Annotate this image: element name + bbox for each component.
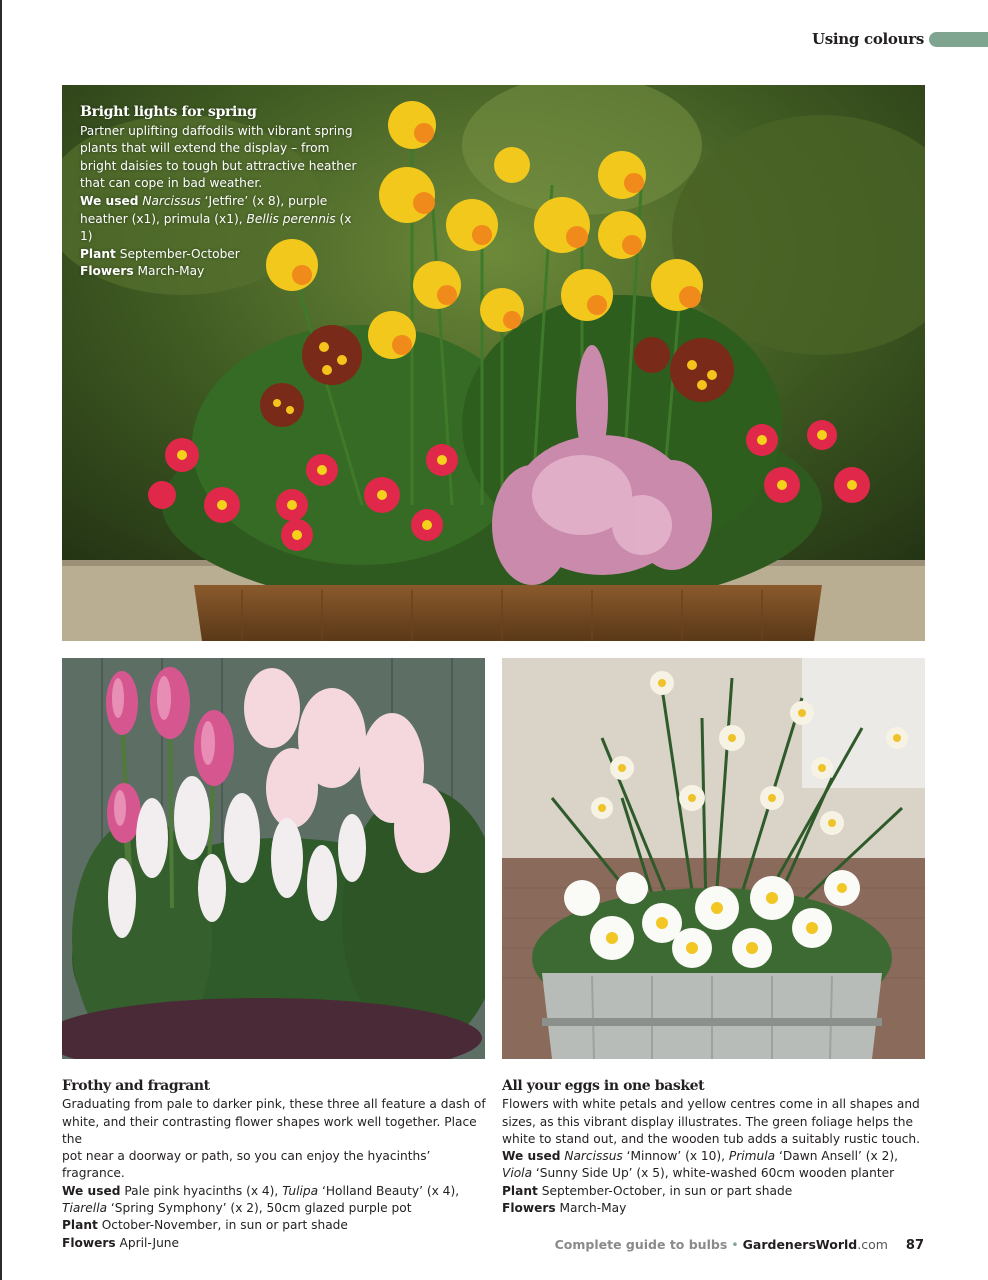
caption-title: Bright lights for spring [80,104,257,120]
plant-detail: ‘Minnow’ (x 10), [622,1149,729,1164]
plant-detail: Pale pink hyacinths (x 4), [120,1183,283,1198]
main-photo-caption [80,104,365,281]
footer-brand: GardenersWorld [742,1237,858,1252]
flowers-time-line [62,1235,487,1252]
page-spine [0,0,2,1280]
flowers-time-value: March-May [555,1201,627,1216]
plant-time-value: October-November, in sun or part shade [97,1218,348,1233]
caption-text-line: plants that will extend the display – from [80,141,330,156]
plant-detail: ‘Jetfire’ (x 8), purple [200,193,328,208]
caption-text-line: Graduating from pale to darker pink, these three all feature a dash of [62,1097,486,1112]
section-tab-marker [929,32,988,47]
plant-time-value: September-October [115,246,240,261]
footer-guide-title: Complete guide to bulbs [554,1237,728,1252]
caption-text-line: white, and their contrasting flower shapes work well together. Place the [62,1114,477,1146]
caption-text-line: bright daisies to tough but attractive heather [80,158,357,173]
we-used-line [502,1165,927,1182]
flowers-label: Flowers [502,1201,556,1216]
caption-text-line: sizes, as this vibrant display illustrates. The green foliage helps the [502,1114,914,1129]
we-used-line [502,1148,927,1165]
flowers-label: Flowers [80,264,134,279]
plant-label: Plant [62,1218,98,1233]
caption-text-line: white to stand out, and the wooden tub adds a suitably rustic touch. [502,1131,920,1146]
caption-title: Frothy and fragrant [62,1078,210,1094]
caption-text-line: Partner uplifting daffodils with vibrant spring [80,123,353,138]
plant-name: Bellis perennis [246,211,336,226]
plant-time-line [62,1217,487,1234]
plant-detail: ‘Holland Beauty’ (x 4), [318,1183,460,1198]
plant-time-line [502,1183,927,1200]
we-used-line [80,211,365,246]
plant-label: Plant [502,1183,538,1198]
we-used-label: We used [502,1149,561,1164]
plant-name: Tiarella [62,1201,108,1216]
caption-title: All your eggs in one basket [502,1078,705,1094]
pink-pot-photo [62,658,485,1059]
caption-text-line: pot near a doorway or path, so you can enjoy the hyacinths’ fragrance. [62,1149,431,1181]
section-label: Using colours [811,30,924,48]
flowers-time-line [502,1200,927,1217]
pink-pot-caption [62,1078,487,1252]
flowers-label: Flowers [62,1235,116,1250]
plant-name: Primula [728,1149,776,1164]
we-used-line [62,1200,487,1217]
plant-detail: ‘Spring Symphony’ (x 2), 50cm glazed purple pot [107,1201,412,1216]
caption-text-line: that can cope in bad weather. [80,176,263,191]
plant-name: Narcissus [142,193,201,208]
plant-detail: heather (x1), primula (x1), [80,211,247,226]
page-footer [555,1237,924,1253]
plant-name: Narcissus [564,1149,623,1164]
we-used-line [62,1183,487,1200]
flowers-time-value: March-May [133,264,205,279]
white-tub-photo [502,658,925,1059]
flowers-time-line [80,263,365,281]
plant-name: Viola [502,1166,533,1181]
plant-detail: ‘Dawn Ansell’ (x 2), [775,1149,898,1164]
white-tub-caption [502,1078,927,1217]
plant-label: Plant [80,246,116,261]
flowers-time-value: April-June [115,1235,180,1250]
plant-time-line [80,246,365,264]
page-number: 87 [905,1238,924,1253]
caption-text-line: Flowers with white petals and yellow centres come in all shapes and [502,1097,920,1112]
footer-bullet: • [731,1237,739,1252]
plant-detail: ‘Sunny Side Up’ (x 5), white-washed 60cm wooden planter [532,1166,895,1181]
we-used-label: We used [62,1183,121,1198]
we-used-label: We used [80,193,139,208]
plant-name: Tulipa [282,1183,319,1198]
footer-domain: .com [857,1237,888,1252]
plant-detail: (x 1) [80,211,352,244]
we-used-line [80,193,365,211]
plant-time-value: September-October, in sun or part shade [537,1183,793,1198]
